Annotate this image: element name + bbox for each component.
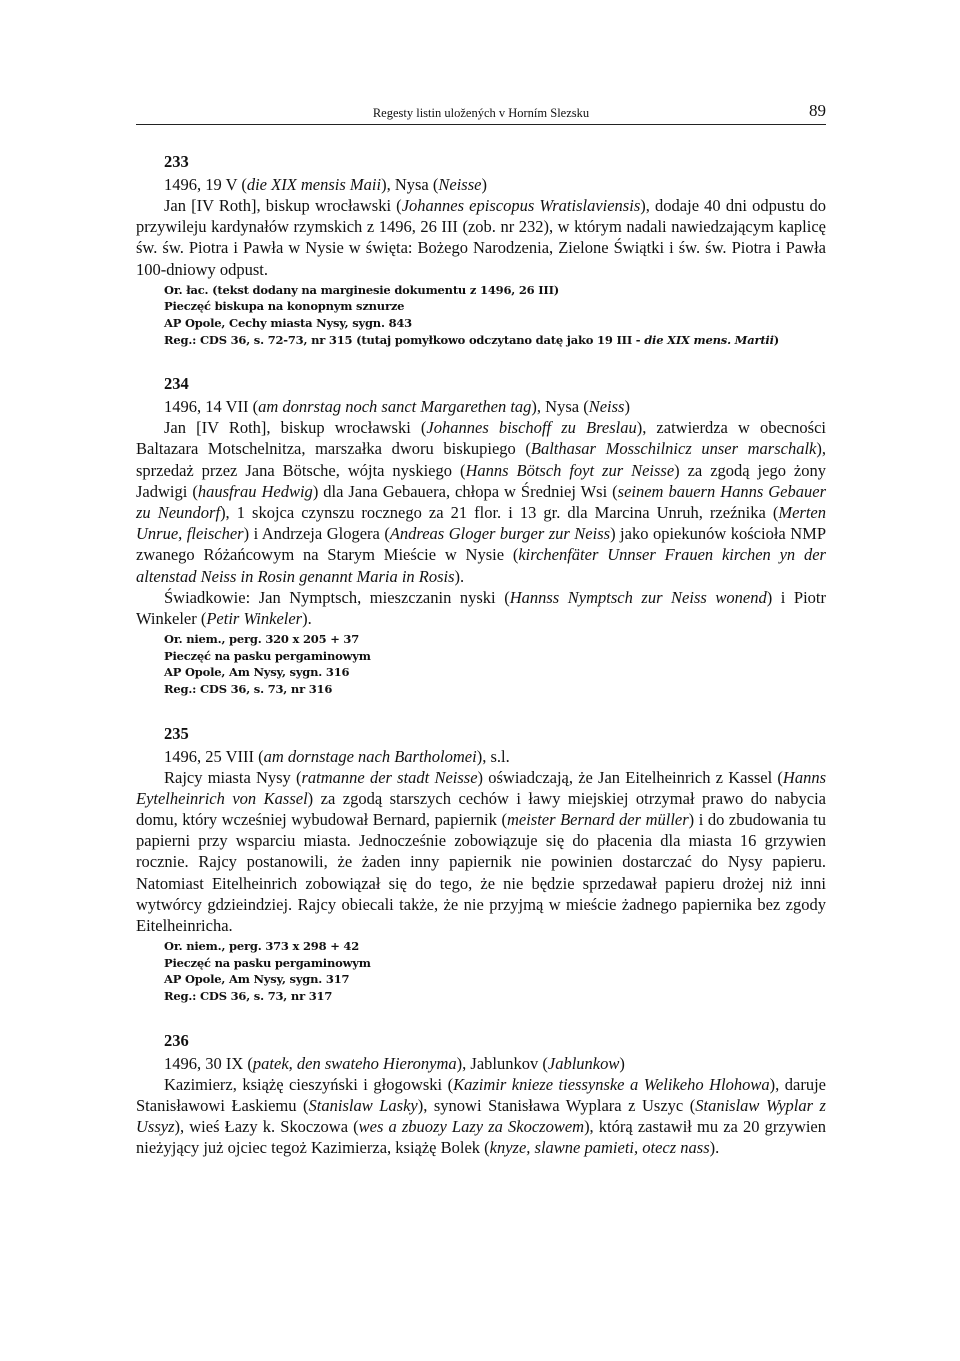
regesta-list: [136, 152, 826, 1184]
text-run: Reg.: CDS 36, s. 73, nr 316: [164, 682, 333, 696]
source-quote: Stanislaw Lasky: [308, 1095, 418, 1115]
source-quote: kirchenfäter Unnser Frauen kirchen yn der altenstad Neiss in Rosin genannt Maria in Rosis: [136, 545, 826, 586]
text-run: AP Opole, Cechy miasta Nysy, sygn. 843: [164, 316, 412, 330]
entry-date-line: [164, 746, 826, 767]
source-quote: Andreas Gloger burger zur Neiss: [389, 524, 611, 544]
text-run: ) za zgodą jego żony Jadwigi (: [136, 460, 826, 501]
text-run: Or. niem., perg. 373 x 298 + 42: [164, 939, 360, 954]
regest-entry: [136, 724, 826, 1005]
entry-date-line: [164, 1053, 826, 1074]
entry-metadata-line: [164, 282, 826, 299]
text-run: ) i Piotr Winkeler (: [136, 587, 826, 629]
source-quote: die XIX mensis Maii: [246, 175, 382, 194]
text-run: AP Opole, Am Nysy, sygn. 316: [164, 665, 350, 680]
text-run: ), Nysa (: [381, 175, 439, 194]
text-run: Reg.: CDS 36, s. 72-73, nr 315 (tutaj pomyłkowo odczytano datę jako 19 III -: [164, 332, 645, 347]
text-run: ).: [454, 566, 465, 586]
entry-number: 233: [164, 152, 189, 171]
text-run: ) za zgodą starszych cechów i ławy miejskiej otrzymał prawo do nabycia domu, który wcześniej wybudował Bernard, papiernik (: [136, 788, 826, 829]
text-run: Rajcy miasta Nysy (: [164, 767, 302, 787]
text-run: ), 1 skojca czynszu rocznego za 21 flor. i 13 gr. dla Marcina Unruh, rzeźnika (: [220, 503, 779, 522]
text-run: 1496, 19 V (: [164, 175, 247, 194]
source-quote: Stanislaw Wyplar z Ussyz: [136, 1095, 826, 1136]
entry-metadata-line: [164, 681, 826, 698]
source-quote: Hanns Eytelheinrich von Kassel: [136, 767, 826, 808]
source-quote: Hanns Bötsch foyt zur Neisse: [465, 460, 675, 480]
text-run: Jan [IV Roth], biskup wrocławski (: [164, 196, 402, 215]
source-quote: ratmanne der stadt Neisse: [301, 767, 478, 787]
text-run: ) i Andrzeja Glogera (: [243, 524, 390, 544]
page-number: 89: [809, 101, 826, 120]
text-run: Pieczęć na pasku pergaminowym: [164, 648, 371, 663]
source-quote: Hannss Nymptsch zur Neiss wonend: [509, 587, 767, 607]
text-run: Jan [IV Roth], biskup wrocławski (: [164, 418, 427, 438]
regest-entry: [136, 374, 826, 697]
source-quote: Petir Winkeler: [206, 609, 303, 629]
source-quote: Johannes bischoff zu Breslau: [426, 418, 637, 438]
entry-metadata-line: [164, 315, 826, 332]
text-run: ), sprzedaż przez Jana Bötsche, wójta nyskiego (: [136, 439, 826, 480]
entry-metadata-line: [164, 938, 826, 955]
entry-paragraph: [136, 1074, 826, 1159]
text-run: Reg.: CDS 36, s. 73, nr 317: [164, 989, 333, 1003]
entry-paragraph: [136, 767, 826, 937]
source-quote: wes a zbuozy Lazy za Skoczowem: [358, 1117, 585, 1136]
text-run: ), Jablunkov (: [456, 1053, 548, 1073]
source-quote: am dornstage nach Bartholomei: [263, 746, 477, 766]
text-run: ): [624, 397, 630, 417]
entry-metadata-line: [164, 332, 826, 349]
text-run: Świadkowie: Jan Nymptsch, mieszczanin nyski (: [164, 587, 510, 607]
text-run: ) jako opiekunów kościoła NMP zwanego Różańcowym na Starym Mieście w Nysie (: [136, 524, 826, 565]
running-title: Regesty listin uložených v Horním Slezsku: [372, 106, 590, 120]
entry-date-line: [164, 396, 826, 417]
text-run: ): [481, 175, 487, 194]
source-quote: am donrstag noch sanct Margarethen tag: [258, 397, 532, 417]
source-quote: Merten Unrue, fleischer: [136, 503, 827, 544]
text-run: ), daruje Stanisławowi Łaskiemu (: [136, 1074, 826, 1115]
text-run: Pieczęć na pasku pergaminowym: [164, 955, 371, 970]
text-run: ).: [302, 609, 312, 629]
source-quote: Kazimir knieze tiessynske a Welikeho Hlohowa: [453, 1074, 770, 1094]
source-quote: knyze, slawne pamieti, otecz nass: [489, 1138, 710, 1158]
regest-entry: [136, 1031, 826, 1159]
running-header: [136, 101, 826, 125]
text-run: ) i do zbudowania tu papierni przy wsparciu miasta. Jednocześnie zobowiązuje się do płacenia dla miasta 16 grzywien rocznie. Rajcy postanowili, że żaden inny papiernik nie powinien dostarczać do Nysy papieru. Natomiast Eitelheinrich zobowiązał się do tego, że nie będzie sprzedawał papieru drożej niż inni wytwórcy gdzieindziej. Rajcy obiecali także, że nie przyjmą w mieście żadnego papiernika bez zgody Eitelheinricha.: [136, 810, 826, 936]
text-run: ), synowi Stanisława Wyplara z Uszyc (: [417, 1095, 696, 1115]
entry-date-line: [164, 174, 826, 195]
source-quote: Neiss: [588, 397, 625, 417]
text-run: ).: [709, 1138, 720, 1158]
entry-number: 235: [164, 723, 189, 743]
text-run: ), dodaje 40 dni odpustu do przywileju kardynałów rzymskich z 1496, 26 III (zob. nr 232), w którym nadali nawiedzającym kaplicę św. św. Piotra i Pawła w Nysie w święta: Bożego Narodzenia, Zielone Świątki i św. św. Piotra i Pawła 100-dniowy odpust.: [136, 196, 826, 279]
source-quote: meister Bernard der müller: [506, 810, 689, 829]
source-quote: Balthasar Mosschilnicz unser marschalk: [530, 439, 817, 459]
entry-metadata-line: [164, 664, 826, 681]
text-run: Or. łac. (tekst dodany na marginesie dokumentu z 1496, 26 III): [164, 282, 560, 297]
entry-number: 234: [164, 374, 189, 394]
text-run: ) dla Jana Gebauera, chłopa w Średniej Wsi (: [312, 481, 618, 501]
entry-metadata-line: [164, 971, 826, 988]
text-run: Or. niem., perg. 320 x 205 + 37: [164, 632, 360, 647]
source-quote: Jablunkow: [547, 1053, 620, 1073]
text-run: 1496, 14 VII (: [164, 397, 259, 417]
entry-paragraph: [136, 587, 826, 629]
source-quote: hausfrau Hedwig: [197, 481, 313, 501]
text-run: Kazimierz, książę cieszyński i głogowski (: [164, 1074, 454, 1094]
entry-metadata-line: [164, 988, 826, 1005]
source-quote: Johannes episcopus Wratislaviensis: [401, 196, 641, 215]
source-quote: die XIX mens. Martii: [644, 332, 774, 347]
entry-paragraph: [136, 195, 826, 280]
text-run: AP Opole, Am Nysy, sygn. 317: [164, 972, 350, 987]
entry-paragraph: [136, 417, 826, 587]
text-run: 1496, 30 IX (: [164, 1053, 253, 1073]
source-quote: seinem bauern Hanns Gebauer zu Neundorf: [136, 481, 826, 522]
text-run: ), s.l.: [476, 746, 510, 766]
text-run: ), Nysa (: [531, 397, 589, 417]
text-run: 1496, 25 VIII (: [164, 746, 264, 766]
source-quote: patek, den swateho Hieronyma: [252, 1053, 457, 1073]
entry-metadata-line: [164, 648, 826, 665]
entry-number: 236: [164, 1030, 189, 1050]
entry-metadata-line: [164, 955, 826, 972]
text-run: ): [619, 1053, 625, 1073]
text-run: ): [773, 332, 780, 347]
regest-entry: [136, 152, 826, 348]
text-run: ), którą zastawił mu za 20 grzywien nieżyjący już ojciec tegoż Kazimierza, książę Bolek (: [136, 1117, 826, 1158]
entry-metadata-line: [164, 298, 826, 315]
source-quote: Neisse: [438, 175, 482, 194]
text-run: Pieczęć biskupa na konopnym sznurze: [164, 299, 405, 314]
text-run: ) oświadczają, że Jan Eitelheinrich z Kassel (: [477, 767, 783, 787]
text-run: ), wieś Łazy k. Skoczowa (: [174, 1117, 359, 1136]
text-run: ), zatwierdza w obecności Baltazara Motschelnitza, marszałka dworu biskupiego (: [136, 418, 826, 459]
entry-metadata-line: [164, 631, 826, 648]
